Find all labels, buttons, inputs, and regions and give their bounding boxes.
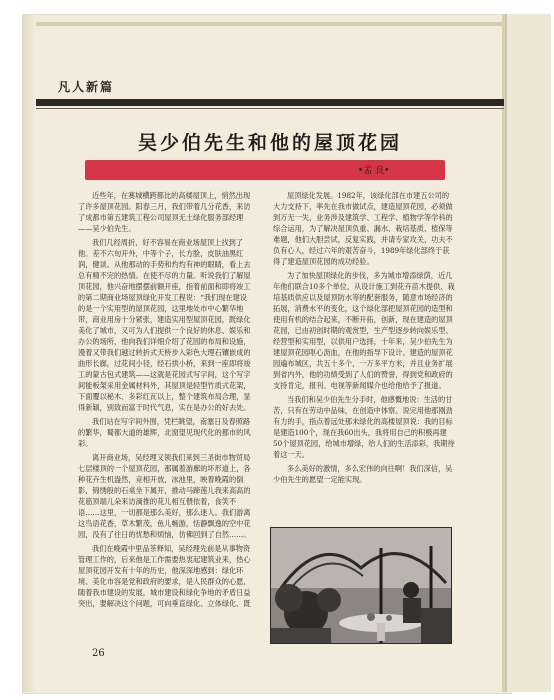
next-page-edge bbox=[505, 14, 551, 692]
garden-photo bbox=[270, 527, 452, 644]
section-rule-thick bbox=[36, 99, 504, 106]
greenhouse-illustration bbox=[271, 528, 451, 643]
paragraph: 当我们和吴少伯先生分手时，他感慨地说：生活的甘苦，只有在劳动中品味，在创造中体察。说完用他那刚劲有力的手，指点着远处那未绿化的高楼屋顶说：我的目标是建造100个，现在我60出头，我将用自己的积极再建50个屋顶花园，给城市增绿，给人们的生活添彩，我期待着这一天。 bbox=[273, 395, 455, 459]
article-title: 吴少伯先生和他的屋顶花园 bbox=[137, 132, 402, 154]
paragraph: 我们站在写字间外围，凭栏眺望，南塞日及春照路的繁华，蜀都大道的雄辉，北窗望见现代化的都市的风彩。 bbox=[78, 417, 251, 448]
paragraph: 屋顶绿化发展。1982年，该绿化部在市建五公司的大力支持下，率先在我市做试点，建造屋顶花园，必须做到万无一失，业务涉及建筑学、工程学、植物学等学科的综合运用，为了解决屋顶负重、漏水、栽培基质、植保等难题，他们大胆尝试，反复实践，并请专家攻关，功夫不负有心人，经过六年的艰苦奋斗，1989年绿化部终于获得了建造屋顶花园的成功经验。 bbox=[273, 191, 453, 266]
section-label: 凡人新篇 bbox=[58, 80, 115, 94]
paragraph: 近些年，在赛城横跨都比的高楼屋顶上，悄然出现了许多屋顶花园。阳春三月，我们带着几分花香，来访了成都市第五建筑工程公司屋顶无土绿化服务部经理——吴少伯先生。 bbox=[78, 191, 251, 233]
article-column-left bbox=[78, 190, 253, 640]
paragraph: 多么美好的激情，多么宏伟的向往啊！我们深信，吴少伯先生的愿望一定能实现。 bbox=[273, 464, 453, 484]
top-margin-band bbox=[36, 22, 506, 26]
paragraph: 为了加快屋顶绿化的步伐，多为城市增添绿荫，近几年他们联合10多个单位，从设计施工到花卉苗木提供、栽培基质供应以及屋顶防水等的配套服务，随意市场经济的拓展，消费水平的变化，这个绿化部把屋顶花园的造型和使用有机的结合起来，不断开拓，创新，现在建造的屋顶花园，已由初创时期的观赏型，生产型逐步转向娱乐型、经营型和实用型，以供用户选择，十年来，吴少伯先生为建屋顶花园呕心沥血，在他的指导下设计、建造的屋顶花园遍布城区，共五十多个，一万多平方米，并且业务扩展到省内外，他的功绩受到了人们的赞誉，得到党和政府的支持肯定，报刊、电视等新闻媒介也给他给予了报道。 bbox=[273, 271, 455, 390]
red-highlight-bar bbox=[85, 160, 445, 180]
byline: •孟 良• bbox=[358, 166, 390, 176]
paragraph: 我们在晚霞中里品茶释知，吴经理先前是从事物资管理工作的，后来他是工作需要热衷起建筑业来，热心屋顶花园开发有十年的历史，他深深地感到：绿化环境、美化市容是党和政府的要求，是人民群众的心愿，随着我市建设的发展，城市建设和绿化争地的矛盾日益突出，要解决这个问题，可向垂直绿化、立体绿化、既 bbox=[78, 544, 251, 608]
paragraph: 离开商业场，吴经理又领我们来到三圣街市物贸局七层楼顶的一个屋顶花园，那属着游廊的坏形道上，各种花卉生机盎然，竞相开放，冰池里，映着晚霞的倒影，锦绣般的石桌坐下属开，推动马蹄莲儿我来高高的花筋顶端儿朵来访滴推的花儿相互偎依着，食笑不语……这里，一切都是那么美好，那么迷人。我们游离这鸟语花香，草木繁茂，鱼儿畅游，恬静飘逸的空中花园，没有了往日的忧愁和烦恼，仿佛回到了自然……。 bbox=[78, 453, 251, 539]
section-rule-thin bbox=[36, 108, 504, 109]
binding-shadow bbox=[22, 14, 36, 692]
paragraph: 我们几经周折，好不容易在商业场屋顶上找到了他。差不六旬开外，中等个子，长方脸，皮肤油黑红润，健谈。从他那动的手势和灼灼有神的眼睛，看上去总有精不完的热情。在使不尽的力量。听说我们了解屋顶花园，他兴奋地摆摆前额开座，指着前面和即将竣工的第二期商业场屋顶绿化开发工程说：“我们现在建设的是一个实用型的屋顶花园，这里地处市中心繁华地带，商业用房十分紧张，建造实用型屋顶花园，既绿化美化了城市，又可为人们提供一个良好的休息、娱乐和办公的场所，他向我们详细介绍了花园的布局和设施，漫着又带我们越过转折式天桥步入彩色大理石镶嵌成的曲形长廊，过花间小径，经石拱小桥，来到一座即将竣工的蒙古包式建筑——这就是花园式写字间，这个写字间能板架采用金属材料外，其屋顶是轻型竹质式花架，下面覆以秘木、多彩红瓦以上，整个建筑布局合理，显得新颖，别致而富于时代气息，实在是办公的好去处。 bbox=[78, 238, 251, 412]
article-column-right bbox=[273, 190, 455, 550]
page-number: 26 bbox=[92, 648, 105, 659]
